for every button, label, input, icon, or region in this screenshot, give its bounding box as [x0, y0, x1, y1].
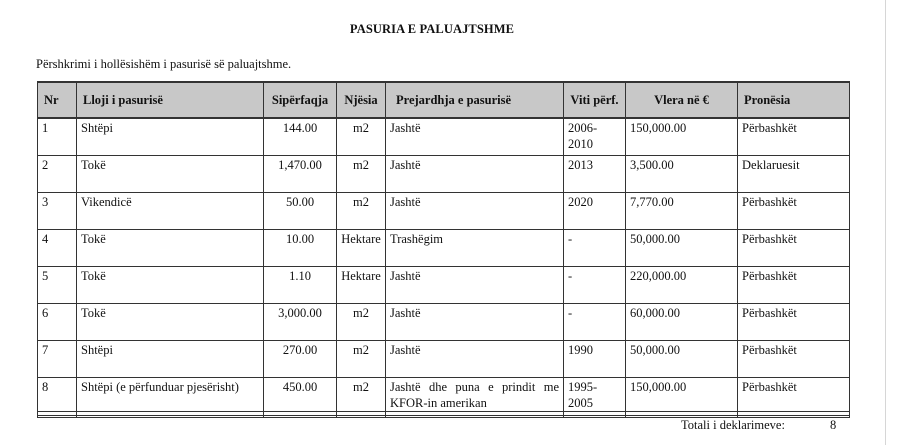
cell-type: Tokë	[77, 303, 264, 340]
column-header-type: Lloji i pasurisë	[77, 82, 264, 118]
cell-year: 1990	[564, 340, 626, 377]
cell-value: 150,000.00	[626, 118, 738, 155]
cell-year: 2006-2010	[564, 118, 626, 155]
cell-value: 220,000.00	[626, 266, 738, 303]
cell-owner: Përbashkët	[738, 229, 850, 266]
cell-nr: 2	[38, 155, 77, 192]
table-row	[38, 118, 850, 155]
table-row	[38, 340, 850, 377]
column-header-owner: Pronësia	[738, 82, 850, 118]
cell-value: 50,000.00	[626, 229, 738, 266]
cell-unit: Hektare	[337, 229, 386, 266]
table-row	[38, 192, 850, 229]
cell-nr: 4	[38, 229, 77, 266]
cell-type: Tokë	[77, 229, 264, 266]
cell-type: Shtëpi	[77, 340, 264, 377]
cell-area: 3,000.00	[264, 303, 337, 340]
cell-area: 270.00	[264, 340, 337, 377]
cell-unit: m2	[337, 303, 386, 340]
cell-owner: Përbashkët	[738, 303, 850, 340]
cell-nr: 3	[38, 192, 77, 229]
cell-owner: Përbashkët	[738, 192, 850, 229]
page-title: PASURIA E PALUAJTSHME	[349, 22, 515, 36]
table-header-row	[38, 82, 850, 118]
cell-origin: Jashtë	[386, 118, 564, 155]
total-value: 8	[830, 418, 837, 432]
cell-unit: m2	[337, 377, 386, 417]
column-header-area: Sipërfaqja	[264, 82, 337, 118]
cell-unit: Hektare	[337, 266, 386, 303]
cell-area: 1,470.00	[264, 155, 337, 192]
cell-type: Shtëpi (e përfunduar pjesërisht)	[77, 377, 264, 417]
total-rule	[37, 415, 849, 416]
cell-year: 2020	[564, 192, 626, 229]
cell-year: 2013	[564, 155, 626, 192]
cell-origin: Jashtë	[386, 303, 564, 340]
table-row	[38, 229, 850, 266]
column-header-origin: Prejardhja e pasurisë	[386, 82, 564, 118]
cell-type: Tokë	[77, 155, 264, 192]
total-label: Totali i deklarimeve:	[681, 418, 785, 432]
cell-origin: Jashtë	[386, 266, 564, 303]
cell-year: -	[564, 266, 626, 303]
cell-origin: Trashëgim	[386, 229, 564, 266]
cell-nr: 6	[38, 303, 77, 340]
cell-type: Shtëpi	[77, 118, 264, 155]
cell-nr: 5	[38, 266, 77, 303]
column-header-year: Viti përf.	[564, 82, 626, 118]
cell-type: Vikendicë	[77, 192, 264, 229]
cell-unit: m2	[337, 192, 386, 229]
cell-origin: Jashtë	[386, 155, 564, 192]
cell-nr: 8	[38, 377, 77, 417]
cell-owner: Përbashkët	[738, 340, 850, 377]
section-description: Përshkrimi i hollësishëm i pasurisë së paluajtshme.	[36, 57, 292, 71]
table-bottom-rule	[37, 411, 849, 412]
cell-owner: Përbashkët	[738, 266, 850, 303]
cell-nr: 1	[38, 118, 77, 155]
cell-area: 450.00	[264, 377, 337, 417]
cell-unit: m2	[337, 155, 386, 192]
table-row	[38, 266, 850, 303]
cell-origin: Jashtë dhe puna e prindit me KFOR-in amerikan	[386, 377, 564, 417]
cell-unit: m2	[337, 340, 386, 377]
cell-value: 3,500.00	[626, 155, 738, 192]
cell-origin: Jashtë	[386, 192, 564, 229]
table-row	[38, 303, 850, 340]
cell-year: -	[564, 303, 626, 340]
assets-table	[37, 81, 850, 418]
cell-value: 150,000.00	[626, 377, 738, 417]
cell-area: 144.00	[264, 118, 337, 155]
cell-area: 50.00	[264, 192, 337, 229]
cell-unit: m2	[337, 118, 386, 155]
cell-owner: Deklaruesit	[738, 155, 850, 192]
cell-owner: Përbashkët	[738, 118, 850, 155]
cell-type: Tokë	[77, 266, 264, 303]
column-header-value: Vlera në €	[626, 82, 738, 118]
column-header-nr: Nr	[38, 82, 77, 118]
table-row	[38, 155, 850, 192]
cell-area: 10.00	[264, 229, 337, 266]
cell-area: 1.10	[264, 266, 337, 303]
cell-origin: Jashtë	[386, 340, 564, 377]
cell-year: 1995-2005	[564, 377, 626, 417]
cell-owner: Përbashkët	[738, 377, 850, 417]
cell-value: 60,000.00	[626, 303, 738, 340]
column-header-unit: Njësia	[337, 82, 386, 118]
cell-value: 7,770.00	[626, 192, 738, 229]
cell-nr: 7	[38, 340, 77, 377]
page-edge	[885, 0, 886, 445]
cell-value: 50,000.00	[626, 340, 738, 377]
cell-year: -	[564, 229, 626, 266]
